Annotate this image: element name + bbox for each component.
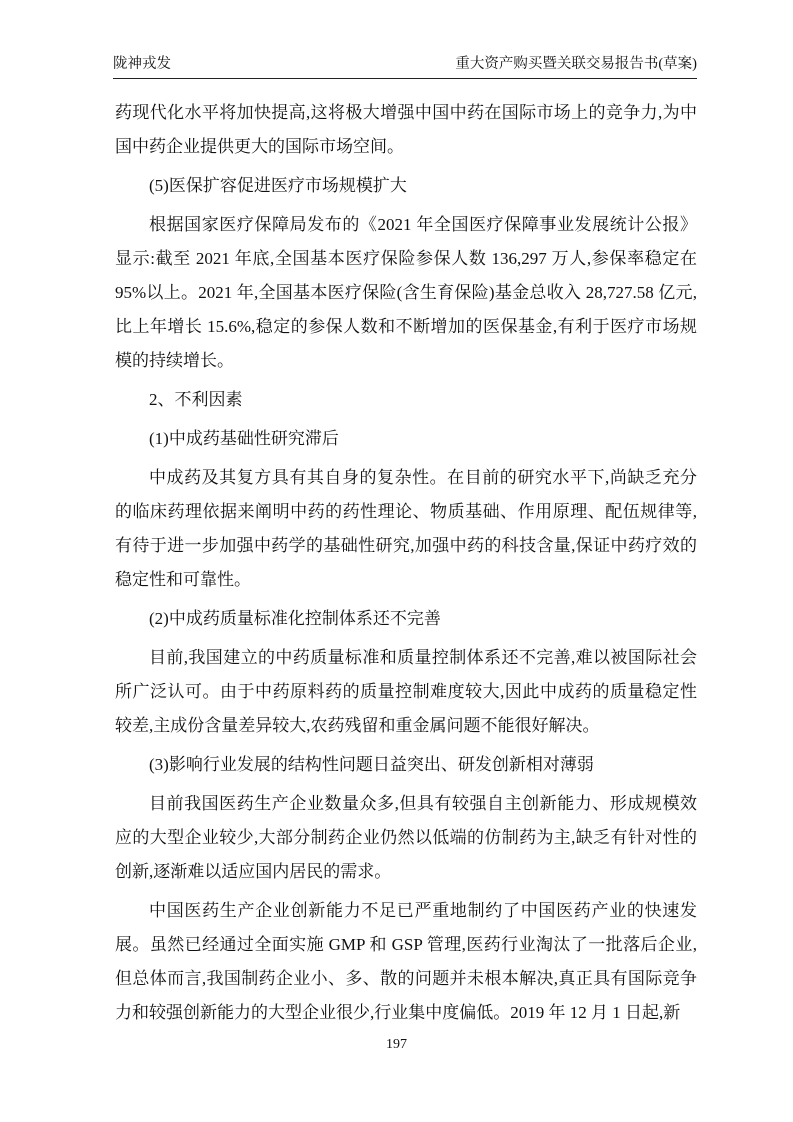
paragraph-quality-control: 目前,我国建立的中药质量标准和质量控制体系还不完善,难以被国际社会所广泛认可。由于中药原料药的质量控制难度较大,因此中成药的质量稳定性较差,主成份含量差异较大,农药残留和重金属问题不能很好解决。 — [115, 648, 697, 735]
heading-item-5: (5)医保扩容促进医疗市场规模扩大 — [149, 176, 407, 195]
page-header — [113, 52, 697, 79]
heading-item-2: (2)中成药质量标准化控制体系还不完善 — [149, 609, 441, 628]
heading-unfavorable-factors: 2、不利因素 — [149, 390, 243, 409]
header-report-title: 重大资产购买暨关联交易报告书(草案) — [455, 56, 697, 72]
paragraph-medical-insurance: 根据国家医疗保障局发布的《2021 年全国医疗保障事业发展统计公报》显示:截至 2021 年底,全国基本医疗保险参保人数 136,297 万人,参保率稳定在 95%以上。2021 年,全国基本医疗保险(含生育保险)基金总收入 28,727.58 亿元,比上年增长 15.6%,稳定的参保人数和不断增加的医保基金,有利于医疗市场规模的持续增长。 — [115, 215, 697, 370]
header-company-name: 陇神戎发 — [113, 56, 171, 72]
page-footer — [0, 1034, 793, 1056]
paragraph-basic-research: 中成药及其复方具有其自身的复杂性。在目前的研究水平下,尚缺乏充分的临床药理依据来阐明中药的药性理论、物质基础、作用原理、配伍规律等,有待于进一步加强中药学的基础性研究,加强中药的科技含量,保证中药疗效的稳定性和可靠性。 — [115, 468, 697, 589]
paragraph-industry-structure: 目前我国医药生产企业数量众多,但具有较强自主创新能力、形成规模效应的大型企业较少,大部分制药企业仍然以低端的仿制药为主,缺乏有针对性的创新,逐渐难以适应国内居民的需求。 — [115, 794, 697, 881]
paragraph-innovation-capability: 中国医药生产企业创新能力不足已严重地制约了中国医药产业的快速发展。虽然已经通过全面实施 GMP 和 GSP 管理,医药行业淘汰了一批落后企业,但总体而言,我国制药企业小、多、散的问题并未根本解决,真正具有国际竞争力和较强创新能力的大型企业很少,行业集中度偏低。2019 年 12 月 1 日起,新 — [115, 901, 697, 1022]
heading-item-1: (1)中成药基础性研究滞后 — [149, 429, 339, 448]
document-body — [115, 96, 697, 1035]
page-number: 197 — [386, 1037, 407, 1052]
paragraph-continuation: 药现代化水平将加快提高,这将极大增强中国中药在国际市场上的竞争力,为中国中药企业提供更大的国际市场空间。 — [115, 103, 697, 156]
heading-item-3: (3)影响行业发展的结构性问题日益突出、研发创新相对薄弱 — [149, 755, 594, 774]
